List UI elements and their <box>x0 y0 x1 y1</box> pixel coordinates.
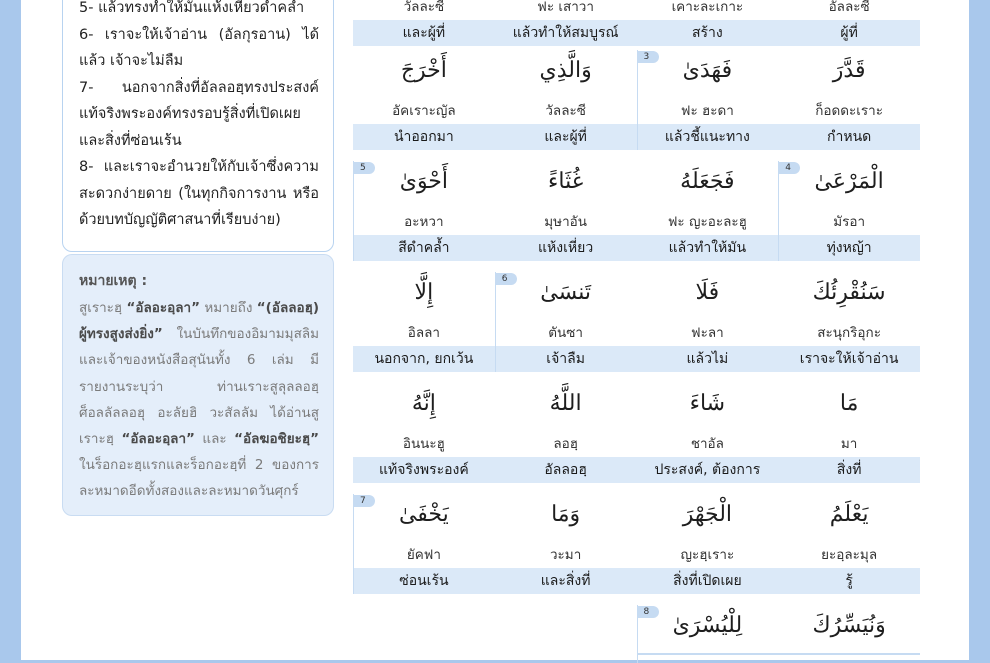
transliteration: ฟะลา <box>691 325 724 341</box>
word-meaning: สิ่งที่ <box>778 457 920 483</box>
word-meaning: สีดำคล้ำ <box>353 235 495 261</box>
word-meaning: เราจะให้เจ้าอ่าน <box>778 346 920 372</box>
word-meaning: ซ่อนเร้น <box>353 568 495 594</box>
transliteration: สะนุกริอุกะ <box>817 325 881 341</box>
note-text-part: และ <box>194 431 235 448</box>
word-meaning: แล้วชี้แนะทาง <box>637 124 779 150</box>
word-meaning: แห้งเหี่ยว <box>495 235 637 261</box>
transliteration: ฟะ ฮะดา <box>680 103 734 119</box>
word-meaning: กำหนด <box>778 124 920 150</box>
word-meaning: และสิ่งที่ <box>495 568 637 594</box>
transliteration: ฟะ ญะอะละฮู <box>667 214 747 230</box>
verse-divider <box>353 494 354 594</box>
word-meaning: ทุ่งหญ้า <box>778 235 920 261</box>
arabic-word: سَنُقْرِئُكَ <box>812 280 886 305</box>
transliteration: ก็อดดะเราะ <box>815 103 883 119</box>
arabic-word: غُثَاءً <box>548 169 584 194</box>
arabic-word: شَاءَ <box>689 391 726 416</box>
transliteration: เคาะละเกาะ <box>671 0 744 15</box>
transliteration: อัลละซี <box>828 0 870 15</box>
word-meaning: แล้วทำให้มัน <box>637 235 779 261</box>
word-meaning: เจ้าลืม <box>495 346 637 372</box>
arabic-word: يَخْفَىٰ <box>398 502 449 527</box>
word-meaning: แท้จริงพระองค์ <box>353 457 495 483</box>
note-text-part: ในบันทึกของอิมามมุสลิมและเจ้าของหนังสือสุนันทั้ง 6 เล่ม มีรายงานระบุว่า ท่านเราะสูลุลลอฮฺ ศ็อลลัลลอฮุ อะลัยฮิ วะสัลลัม ได้อ่านสูเราะฮฺ <box>79 326 319 448</box>
word-meaning: สิ่งที่เปิดเผย <box>637 568 779 594</box>
word-meaning: นำออกมา <box>353 124 495 150</box>
verse-divider <box>495 272 496 372</box>
verse-divider <box>353 161 354 261</box>
note-text-part: สูเราะฮฺ <box>79 300 127 316</box>
transliteration: มัรอา <box>833 214 866 230</box>
arabic-word: فَلَا <box>695 280 720 305</box>
verse-number-badge: 4 <box>778 162 800 174</box>
transliteration: วัลละซี <box>403 0 445 15</box>
arabic-word: فَهَدَىٰ <box>682 58 733 83</box>
arabic-word: الْمَرْعَىٰ <box>814 169 884 194</box>
transliteration: ญะฮฺเราะ <box>680 547 735 563</box>
word-meaning: รู้ <box>778 568 920 594</box>
transliteration: ยะอฺละมุล <box>821 547 878 563</box>
arabic-word: فَجَعَلَهُ <box>680 169 735 194</box>
arabic-word: إِلَّا <box>414 280 434 305</box>
transliteration: ฟะ เสาวา <box>537 0 594 15</box>
arabic-word <box>353 601 495 653</box>
transliteration: วะมา <box>549 547 582 563</box>
arabic-word: قَدَّرَ <box>832 58 866 83</box>
arabic-word: يَعْلَمُ <box>829 502 869 527</box>
verse-number-badge: 7 <box>353 495 375 507</box>
arabic-word: لِلْيُسْرَىٰ <box>672 613 743 638</box>
word-meaning: ผู้ที่ <box>778 20 920 46</box>
transliteration: มุษาอัน <box>544 214 587 230</box>
arabic-word: إِنَّهُ <box>411 391 436 416</box>
word-meaning: แล้วทำให้สมบูรณ์ <box>495 20 637 46</box>
arabic-word: وَنُيَسِّرُكَ <box>812 613 886 638</box>
note-bold-term: “อัลฆอชิยะฮฺ” <box>234 431 319 448</box>
word-meaning: นอกจาก, ยกเว้น <box>353 346 495 372</box>
note-text-part: ในร็อกอะฮฺแรกและร็อกอะฮฺที่ 2 ของการละหมาดอีดทั้งสองและละหมาดวันศุกร์ <box>79 457 319 500</box>
arabic-word: تَنسَىٰ <box>540 280 591 305</box>
word-meaning: แล้วไม่ <box>637 346 779 372</box>
transliteration: ลอฮฺ <box>553 436 578 452</box>
arabic-word: أَحْوَىٰ <box>399 169 449 194</box>
transliteration: อิลลา <box>407 325 440 341</box>
arabic-word: مَا <box>839 391 859 416</box>
verse-divider <box>778 161 779 261</box>
translation-verse-5: 5- แล้วทรงทำให้มันแห้งเหี่ยวดำคล้ำ <box>79 0 305 16</box>
note-title: หมายเหตุ : <box>79 273 148 289</box>
note-bold-term: “อัลอะอฺลา” <box>126 300 200 316</box>
arabic-word: أَخْرَجَ <box>400 58 447 83</box>
transliteration: ชาอัล <box>690 436 724 452</box>
transliteration: อินนะฮู <box>402 436 445 452</box>
arabic-word: وَالَّذِي <box>539 58 592 83</box>
arabic-word <box>495 601 637 653</box>
verse-number-badge: 3 <box>637 51 659 63</box>
note-bold-term: “(อัลลอฮฺ) ผู้ทรงสูงส่งยิ่ง” <box>79 300 320 343</box>
word-meaning: อัลลอฮฺ <box>495 457 637 483</box>
translation-verse-6: 6- เราจะให้เจ้าอ่าน (อัลกุรอาน) ได้ แล้ว เจ้าจะไม่ลืม <box>79 26 319 69</box>
transliteration: วัลละซี <box>545 103 586 119</box>
translation-verse-8: 8- และเราจะอำนวยให้กับเจ้าซึ่งความสะดวกง่ายดาย (ในทุกกิจการงาน หรือด้วยบทบัญญัติศาสนาที่เรียบง่าย) <box>79 159 319 228</box>
transliteration: ยัคฟา <box>406 547 441 563</box>
row-bottom-rule <box>637 653 921 655</box>
transliteration: อะหวา <box>404 214 444 230</box>
note-text <box>79 295 319 505</box>
verse-number-badge: 6 <box>495 273 517 285</box>
verse-number-badge: 8 <box>637 606 659 618</box>
verse-divider <box>637 50 638 150</box>
arabic-word: وَمَا <box>551 502 581 527</box>
note-text-part: หมายถึง <box>200 300 257 316</box>
translation-verse-7: 7- นอกจากสิ่งที่อัลลอฮฺทรงประสงค์ แท้จริงพระองค์ทรงรอบรู้สิ่งที่เปิดเผย และสิ่งที่ซ่อนเร้น <box>79 79 319 149</box>
word-meaning: และผู้ที่ <box>353 20 495 46</box>
transliteration: ตันซา <box>548 325 583 341</box>
transliteration: มา <box>840 436 858 452</box>
arabic-word: اللَّهُ <box>549 391 582 416</box>
word-meaning: สร้าง <box>637 20 779 46</box>
transliteration: อัคเราะญัล <box>392 103 456 119</box>
note-box <box>62 254 334 516</box>
note-bold-term: “อัลอะอฺลา” <box>121 431 195 448</box>
word-meaning: ประสงค์, ต้องการ <box>637 457 779 483</box>
translation-box <box>62 0 334 252</box>
arabic-word: الْجَهْرَ <box>682 502 733 527</box>
word-meaning: และผู้ที่ <box>495 124 637 150</box>
verse-number-badge: 5 <box>353 162 375 174</box>
